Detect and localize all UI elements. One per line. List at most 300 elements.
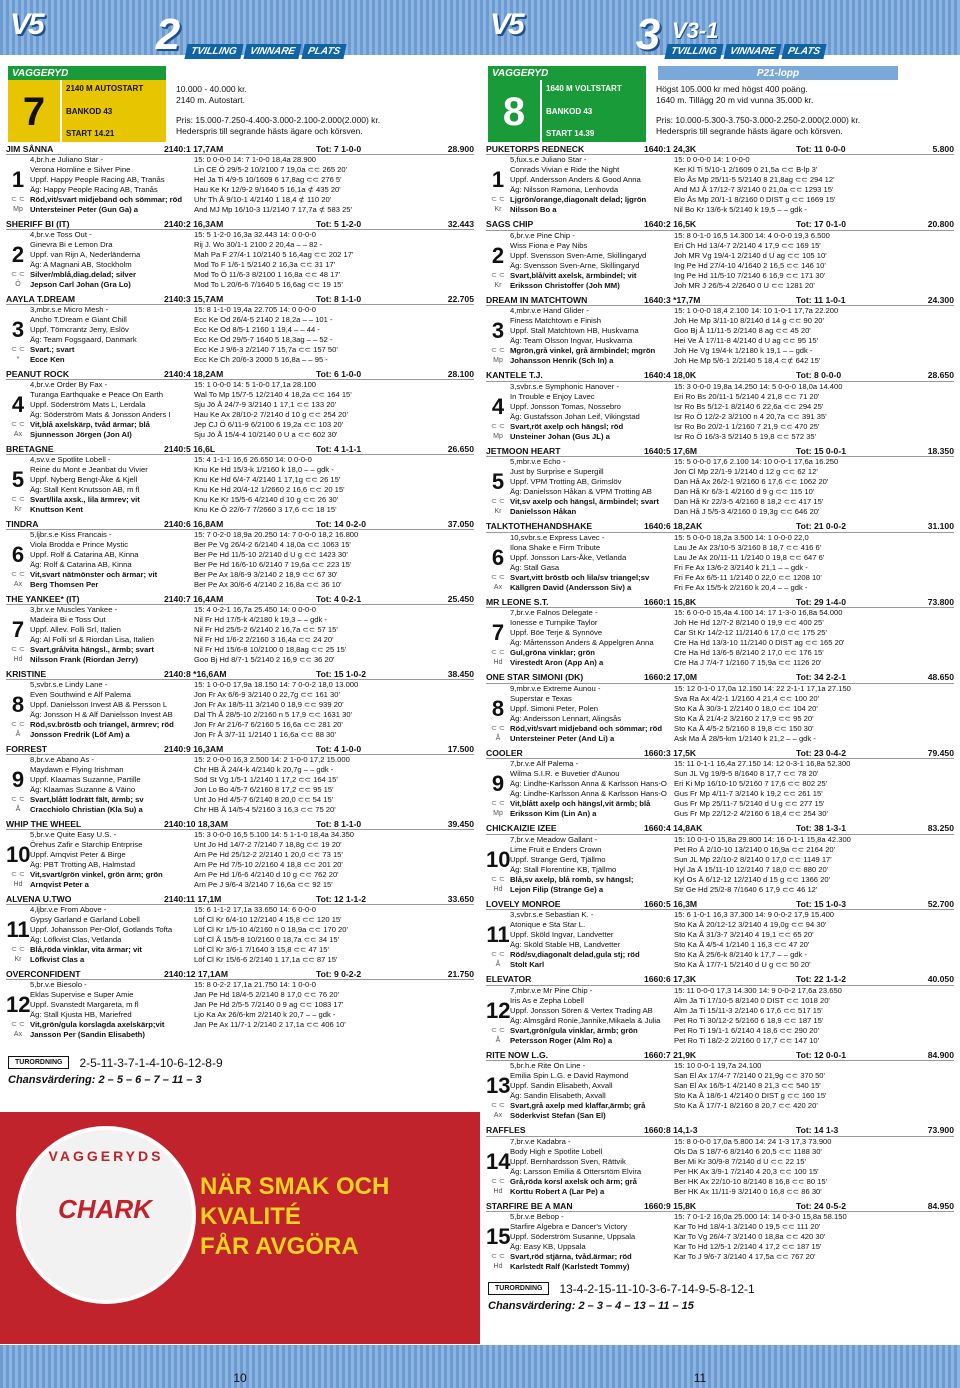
start-line: Ecc Ke Od 26/4-5 2140 2 18,2a – – 101 - — [194, 315, 333, 324]
start-line: Dan Hå Ax 26/2-1 9/2160 6 17,6 ⊂⊂ 1062 20' — [674, 477, 829, 486]
horse-entry — [486, 1126, 954, 1202]
horse-info-line: Eriksson Kim (Lin An) a — [510, 809, 597, 818]
shoe-icon: ⊂ ⊂ — [491, 875, 505, 883]
horse-info-line: Jonsson Fredrik (Löf Am) a — [30, 730, 130, 739]
horse-info — [30, 305, 194, 365]
horse-total: Tot: 8 0-0-0 — [796, 370, 842, 381]
race-bankod: BANKOD 43 — [66, 106, 113, 116]
horse-info-line: Uppf. Törncrantz Jerry, Eslöv — [30, 325, 129, 334]
start-line: Löf Cl Å 15/5-8 10/2160 0 18,7a ⊂⊂ 34 15' — [194, 935, 340, 944]
horse-prize: 28.650 — [927, 370, 954, 381]
bet-type-tags — [186, 44, 345, 59]
ad-slogan-line: FÅR AVGÖRA — [200, 1233, 359, 1260]
horse-prize: 25.450 — [447, 594, 474, 604]
start-line: 15: 8 0-0-0 17,0a 5.800 14: 24 1-3 17,3 73.900 — [674, 1136, 832, 1146]
horse-info-line: Uppf. Sandin Elisabeth, Axvall — [510, 1081, 613, 1090]
start-line: Sto Ka Å 25/6-k 8/2140 k 17,7 – – gdk - — [674, 950, 807, 959]
home-track: Ö — [15, 281, 21, 288]
shoe-icon: ⊂ ⊂ — [11, 196, 25, 203]
horse-total: Tot: 15 1-0-3 — [796, 899, 846, 909]
start-line: Ecc Ke Od 29/5-7 1640 5 18,3ag – – 52 - — [194, 335, 333, 344]
horse-header — [6, 219, 474, 230]
start-line: Joh He Mp 3/11-10 8/2140 d 14 g ⊂⊂ 90 20' — [674, 316, 824, 325]
horse-record: 2140:3 15,7AM — [164, 294, 224, 304]
horse-info-line: Äg: Stall Kent Knutsson AB, m fl — [30, 485, 140, 494]
horse-total: Tot: 7 1-0-0 — [316, 144, 362, 154]
horse-info-line: Starfire Algebra e Dancer's Victory — [510, 1222, 628, 1231]
start-line: 15: 11 0-1-1 16,4a 27.150 14: 12 0-3-1 16,8a 52.300 — [674, 759, 851, 768]
home-track: Hd — [13, 656, 23, 663]
horse-info-line: Nilsson Frank (Riordan Jerry) — [30, 655, 139, 664]
start-line: Knu Ke Ö 22/6-7 7/2660 3 17,6 ⊂⊂ 18 15' — [194, 505, 337, 514]
horse-info-line: Svart,röt axelp och hängsl; röd — [510, 421, 624, 431]
horse-info — [30, 380, 194, 440]
horse-name: RITE NOW L.G. — [486, 1050, 549, 1060]
start-line: And MJ Mp 16/10-3 11/2140 7 17,7a ⊄ 583 25' — [194, 205, 352, 214]
horse-info-line: Iris As e Zepha Lobell — [510, 995, 584, 1005]
start-line: Joh He Hd 12/7-2 8/2140 0 19,9 ⊂⊂ 400 25' — [674, 618, 824, 627]
horse-entry — [6, 444, 474, 519]
horse-record: 2140:2 16,3AM — [164, 219, 224, 229]
horse-info — [510, 684, 674, 744]
horse-info-line: 5,fux.s.e Juliano Star - — [510, 155, 587, 164]
horse-info-line: 4,sv.v.e Spotlite Lobell - — [30, 455, 111, 464]
horse-prize: 20.800 — [927, 219, 954, 230]
horse-record: 2140:1 17,7AM — [164, 144, 224, 154]
horse-info-line: Äg: Danielsson Håkan & VPM Trotting AB — [510, 487, 652, 496]
horse-info-line: Vit,grön/gula korslagda axelskärp;vit — [30, 1020, 165, 1029]
start-line: Cre Ha J 7/4-7 1/2160 7 15,9a ⊂⊂ 1126 20' — [674, 658, 822, 667]
start-line: Löf Cl Kr 15/6-6 2/2140 1 17,1a ⊂⊂ 87 15' — [194, 955, 338, 964]
horse-info-line: 4,br.h.e Juliano Star - — [30, 155, 104, 164]
horse-info-line: 3,br.v.e Muscles Yankee - — [30, 605, 118, 614]
home-track: Hd — [13, 881, 23, 888]
horse-total: Tot: 34 2-2-1 — [796, 672, 846, 683]
horse-info-line: Jansson Per (Sandin Elisabeth) — [30, 1030, 145, 1039]
horse-total: Tot: 24 0-5-2 — [796, 1201, 846, 1211]
start-line: 15: 10 0-0-1 19,7a 24.100 — [674, 1061, 762, 1070]
shoe-icon: ⊂ ⊂ — [11, 871, 25, 878]
horse-total: Tot: 14 0-2-0 — [316, 519, 366, 529]
horse-header — [486, 220, 954, 231]
horse-info-line: 8,br.v.e Abano As - — [30, 755, 94, 764]
horse-record: 1640:6 18,2AK — [644, 521, 703, 532]
post-number: 1 — [491, 167, 505, 192]
horse-header — [6, 444, 474, 455]
horse-record: 2140:8 *16,6AM — [164, 669, 227, 679]
horse-prize: 32.443 — [447, 219, 474, 229]
horse-info-line: Äg: Almsgård Ronie,Jannike,Mikaela & Julia — [510, 1015, 661, 1025]
recent-starts — [674, 835, 954, 895]
start-line: Pet Ro Ti 19/1-1 6/2140 4 18,6 ⊂⊂ 290 20' — [674, 1025, 820, 1035]
start-line: Gus Fr Mp 25/11-7 5/2140 d U g ⊂⊂ 277 15' — [674, 799, 825, 808]
horse-entry — [6, 819, 474, 894]
start-line: Kyl Os Ä 6/12-12 12/2140 d 15 g ⊂⊂ 1366 20' — [674, 874, 831, 884]
start-line: Wal To Mp 15/7-5 12/2140 4 18,2a ⊂⊂ 164 15' — [194, 390, 352, 399]
start-line: Mod To L 20/6-6 7/1640 5 16,6ag ⊂⊂ 19 15' — [194, 280, 343, 289]
horse-info-line: Uppf. Klaamas Suzanne, Partille — [30, 775, 141, 784]
horse-name: KRISTINE — [6, 669, 47, 679]
horse-entry — [6, 219, 474, 294]
horse-name: ALVENA U.TWO — [6, 894, 72, 904]
start-line: Pet Ro Ä 2/10-10 13/2140 0 16,9a ⊂⊂ 2164 20' — [674, 844, 836, 854]
horse-info — [510, 1212, 674, 1272]
horse-info-line: 5,br.v.e Quite Easy U.S. - — [30, 830, 117, 839]
horse-prize: 39.450 — [447, 819, 474, 829]
horse-entry — [486, 295, 954, 371]
horse-record: 1660:1 15,8K — [644, 597, 697, 607]
horse-info-line: Korttu Robert A (Lar Pe) a — [510, 1186, 605, 1196]
horse-entry — [6, 744, 474, 819]
home-track: Ax — [13, 1031, 23, 1038]
start-line: Sju Jö Å 24/7-9 3/2140 1 17,1 ⊂⊂ 133 20' — [194, 400, 337, 409]
recent-starts — [674, 1137, 954, 1197]
horse-total: Tot: 15 1-0-2 — [316, 669, 366, 679]
start-line: 15: 8 0-2-2 17,1a 21.750 14: 1 0-0-0 — [194, 980, 317, 989]
horse-info-line: Uppf. Bernhardsson Sven, Rättvik — [510, 1156, 626, 1166]
horse-record: 2140:4 18,2AM — [164, 369, 224, 379]
start-line: Fri Fe Ax 6/5-11 1/2140 0 22,0 ⊂⊂ 1208 10' — [674, 572, 822, 582]
home-track: Å — [495, 961, 501, 968]
start-line: Mah Pa F 27/4-1 10/2140 5 16,4ag ⊂⊂ 202 17' — [194, 250, 354, 259]
horse-name: ONE STAR SIMONI (DK) — [486, 672, 584, 683]
start-line: Goo Bj Å 11/11-5 2/2140 8 ag ⊂⊂ 45 20' — [674, 326, 811, 335]
horse-info-line: Uppf. Sköld Ingvar, Landvetter — [510, 930, 614, 939]
shoe-icon: ⊂ ⊂ — [491, 1026, 505, 1034]
start-line: Sva Ra Ax 4/2-1 1/2160 4 21,4 ⊂⊂ 100 20' — [674, 693, 820, 703]
shoe-icon: ⊂ ⊂ — [491, 573, 505, 581]
post-number: 13 — [486, 1073, 511, 1098]
shoe-icon: ⊂ ⊂ — [491, 1177, 505, 1185]
horse-header — [6, 819, 474, 830]
horse-info-line: 7,br.v.e Falnos Delegate - — [510, 608, 598, 617]
home-track: Ax — [493, 1112, 503, 1119]
tag-plats: PLATS — [301, 44, 346, 59]
horse-info-line: Äg: Söderström Mats & Jonsson Anders I — [30, 410, 171, 419]
horse-info-line: Svart,grön/gula vinklar, ärmb; grön — [510, 1025, 638, 1035]
horse-name: SHERIFF BI (IT) — [6, 219, 70, 229]
horse-total: Tot: 9 0-2-2 — [316, 969, 362, 979]
horse-info-line: In Trouble e Enjoy Lavec — [510, 391, 595, 401]
shoe-icon: ⊂ ⊂ — [11, 496, 25, 503]
horse-info-line: Eklas Supervise e Super Amie — [30, 990, 134, 999]
start-line: Arn Pe Hd 25/12-2 2/2140 1 20,0 ⊂⊂ 73 15' — [194, 850, 343, 859]
horse-info-line: Vit,sv axelp och hängsl, ärmbindel; svart — [510, 497, 659, 506]
start-line: Ber Pe Vg 26/4-2 6/2140 4 18,0a ⊂⊂ 1063 15' — [194, 540, 351, 549]
horse-info — [510, 231, 674, 291]
horse-header — [6, 594, 474, 605]
start-line: 15: 7 0-1-2 16,0a 25.000 14: 14 0-3-0 15,8a 58.150 — [674, 1212, 847, 1221]
horse-info-line: Äg: Lindhe-Karlsson Anna & Karlsson Hans-O — [510, 789, 667, 798]
run-order-sequence: 2-5-11-3-7-1-4-10-6-12-8-9 — [79, 1055, 223, 1070]
badge-ring-text: VAGGERYDS — [48, 1148, 164, 1164]
start-line: Cre Ha Hd 13/3-10 11/2140 0 DIST ag ⊂⊂ 165 20' — [674, 638, 845, 647]
horse-record: 1640:3 *17,7M — [644, 295, 701, 305]
post-number: 5 — [491, 469, 505, 494]
race-start-time: START 14.21 — [66, 129, 115, 138]
horse-record: 1660:5 16,3M — [644, 899, 698, 909]
horse-info-line: Nilsson Bo a — [510, 205, 557, 214]
horse-info-line: Eriksson Christoffer (Joh MM) — [510, 280, 620, 290]
horse-info-line: Vit,svart/grön vinkel, grön ärm; grön — [30, 870, 163, 879]
horse-name: PUKETORPS REDNECK — [486, 144, 585, 154]
start-line: Sto Ka Å 17/7-1 5/2140 d U g ⊂⊂ 50 20' — [674, 960, 811, 969]
horse-info-line: Äg: Team Fogsgaard, Danmark — [30, 335, 137, 344]
recent-starts — [674, 382, 954, 442]
horse-info-line: Äg: Klaamas Suzanne & Väino — [30, 785, 136, 794]
horse-total: Tot: 23 0-4-2 — [796, 748, 846, 758]
footer-stripe — [480, 1345, 960, 1388]
start-line: 15: 11 0-0-0 17,3 14.300 14: 9 0-0-2 17,6a 23.650 — [674, 985, 842, 995]
post-number: 14 — [486, 1148, 511, 1174]
horse-header — [486, 371, 954, 382]
start-line: 15: 7 0-2-0 18,9a 20.250 14: 7 0-0-0 18,2 16.800 — [194, 530, 359, 539]
start-line: Per HK Ax 3/9-1 7/2140 4 20,3 ⊂⊂ 100 15' — [674, 1166, 819, 1176]
horse-info-line: Äg: Al Folli srl & Riordan Lisa, Italien — [30, 635, 154, 644]
start-line: Kar To Hd 12/5-1 2/2140 4 17,2 ⊂⊂ 187 15' — [674, 1242, 822, 1251]
horse-name: THE YANKEE* (IT) — [6, 594, 80, 604]
horse-info-line: Äg: Stall Florentine KB, Tjällmo — [510, 864, 617, 874]
start-line: Gus Fr Mp 22/12-2 4/2160 6 18,4 ⊂⊂ 254 30' — [674, 809, 828, 818]
horse-info-line: Gypsy Garland e Garland Lobell — [30, 915, 140, 924]
post-number: 4 — [11, 392, 25, 417]
shoe-icon: ⊂ ⊂ — [491, 649, 505, 656]
home-track: Hd — [493, 885, 503, 893]
horse-info — [30, 680, 194, 740]
horse-info-line: Uppf. Rolf & Catarina AB, Kinna — [30, 550, 139, 559]
horse-info-line: Uppf. Nyberg Bengt-Åke & Kjell — [30, 475, 138, 484]
horse-info-line: Svart.; svart — [30, 345, 75, 354]
horse-name: BRETAGNE — [6, 444, 54, 454]
start-line: Knu Ke Kr 15/5-6 4/2140 d 10 g ⊂⊂ 26 30' — [194, 495, 339, 504]
horse-info-line: Uppf. Allev. Folli Srl, Italien — [30, 625, 121, 634]
home-track: Ax — [13, 431, 23, 438]
horse-prize: 38.450 — [447, 669, 474, 679]
start-line: Dal Th Å 28/5-10 2/2160 n 5 17,9 ⊂⊂ 1631 30' — [194, 710, 353, 719]
tag-plats: PLATS — [781, 44, 826, 59]
race-start-time: START 14.39 — [546, 129, 595, 138]
recent-starts — [674, 986, 954, 1046]
chance-sequence: 2 – 3 – 4 – 13 – 11 – 15 — [578, 1300, 694, 1312]
horse-header — [6, 894, 474, 905]
start-line: Chr HB Å 14/5-4 5/2160 3 16,3 ⊂⊂ 75 20' — [194, 805, 336, 814]
shoe-icon: ⊂ ⊂ — [11, 421, 25, 428]
post-number: 11 — [486, 922, 510, 947]
horse-header — [486, 597, 954, 608]
horse-header — [486, 899, 954, 910]
recent-starts — [194, 980, 474, 1040]
horse-name: KANTELE T.J. — [486, 370, 543, 381]
start-line: Dan Hå Kr 22/3-5 4/2160 8 18,2 ⊂⊂ 417 15' — [674, 497, 824, 506]
post-number: 9 — [491, 771, 505, 796]
horse-info-line: 3,mbr.s.e Micro Mesh - — [30, 305, 109, 314]
horse-prize: 28.900 — [447, 144, 474, 154]
start-line: Löf Cl Kr 6/4-10 12/2140 4 15,8 ⊂⊂ 120 15' — [194, 915, 342, 924]
horse-prize: 21.750 — [447, 969, 474, 979]
horse-info — [30, 530, 194, 590]
start-line: Hau Ke Ax 28/10-2 7/2140 d 10 g ⊂⊂ 254 20' — [194, 410, 348, 419]
horse-info-line: Söderkvist Stefan (San El) — [510, 1111, 606, 1120]
horse-prize: 73.900 — [927, 1125, 954, 1136]
start-line: Alm Ja Ti 17/10-5 8/2140 0 DIST ⊂⊂ 1018 20' — [674, 995, 830, 1005]
race-cond-line — [176, 106, 476, 115]
recent-starts — [194, 905, 474, 965]
horse-info-line: Uppf. VPM Trotting AB, Grimslöv — [510, 477, 622, 486]
horse-info-line: Just by Surprise e Supergill — [510, 467, 604, 476]
horse-info-line: Viola Brodda e Prince Mystic — [30, 540, 129, 549]
horse-info-line: Äg: Happy People Racing AB, Tranås — [30, 185, 158, 194]
horse-info-line: Uppf. Svensson Sven-Arne, Skillingaryd — [510, 250, 647, 260]
horse-info-line: Untersteiner Peter (Gun Ga) a — [30, 205, 139, 214]
horse-total: Tot: 15 0-0-1 — [796, 446, 846, 456]
horse-info-line: Äg: Easy KB, Uppsala — [510, 1242, 586, 1251]
horse-info-line: Vit,blå axelskärp, tvåd ärmar; blå — [30, 420, 150, 429]
horse-record: 1660:3 17,5K — [644, 748, 697, 758]
start-line: Eri Ch Hd 13/4-7 2/2140 4 17,9 ⊂⊂ 169 15' — [674, 240, 821, 250]
horse-total: Tot: 29 1-4-0 — [796, 597, 846, 607]
run-order-label: TURORDNING — [488, 1282, 549, 1295]
horse-info-line: Uppf. Danielsson Invest AB & Persson L — [30, 700, 168, 709]
start-line: Jon Fr Ax 6/6-9 3/2140 0 22,7g ⊂⊂ 161 30' — [194, 690, 340, 699]
horse-header — [6, 294, 474, 305]
post-number: 12 — [486, 997, 511, 1023]
start-line: 15: 0 0-0-0 14: 1 0-0-0 — [674, 155, 750, 164]
home-track: Mp — [13, 206, 23, 213]
race-info-box — [542, 80, 646, 142]
post-number: 8 — [11, 692, 25, 717]
tag-tvilling: TVILLING — [184, 44, 243, 59]
horse-info-line: Uppf. Simoni Peter, Polen — [510, 703, 599, 713]
horse-entry — [486, 975, 954, 1051]
horse-info-line: Reine du Mont e Jeanbat du Vivier — [30, 465, 148, 474]
start-line: Isr Ro Ö 16/3-3 5/2140 5 19,8 ⊂⊂ 572 35' — [674, 431, 817, 441]
horse-info-line: Uppf. van Rijn A, Nederländerna — [30, 250, 141, 259]
horse-total: Tot: 4 1-0-0 — [316, 744, 362, 754]
horse-info-line: Body High e Spotlite Lobell — [510, 1146, 603, 1156]
horse-info-line: Uppf. Strange Gerd, Tjällmo — [510, 854, 606, 864]
horse-prize: 33.650 — [447, 894, 474, 904]
horse-name: WHIP THE WHEEL — [6, 819, 82, 829]
horse-record: 2140:6 16,8AM — [164, 519, 224, 529]
shoe-icon: ⊂ ⊂ — [491, 1102, 505, 1109]
horse-prize: 48.650 — [927, 672, 954, 683]
horse-prize: 31.100 — [927, 521, 954, 532]
horse-info-line: Äg: Gustafsson Johan Leif, Vikingstad — [510, 411, 640, 421]
horse-info-line: Uppf. Jonsson Tomas, Nossebro — [510, 401, 621, 411]
horse-prize: 84.900 — [927, 1050, 954, 1060]
horse-record: 1640:5 17,6M — [644, 446, 698, 456]
horse-name: ELEVATOR — [486, 974, 532, 985]
vaggeryds-chark-ad — [0, 1112, 480, 1344]
horse-info — [510, 155, 674, 215]
horse-info-line: 5,svbr.s.e Lindy Lane - — [30, 680, 108, 689]
shoe-icon: ⊂ ⊂ — [11, 571, 25, 578]
shoe-icon: ⊂ ⊂ — [11, 346, 25, 353]
horse-info-line: Ginevra Bi e Lemon Dra — [30, 240, 113, 249]
horse-info — [30, 980, 194, 1040]
ad-slogan-line: NÄR SMAK OCH KVALITÉ — [200, 1173, 390, 1230]
horse-info-line: Äg: Stall Kjusta HB, Mariefred — [30, 1010, 132, 1019]
horse-total: Tot: 12 1-1-2 — [316, 894, 366, 904]
horse-header — [486, 824, 954, 835]
bet-type-tags — [666, 44, 825, 59]
horse-total: Tot: 8 1-1-0 — [316, 819, 362, 829]
tag-tvilling: TVILLING — [664, 44, 723, 59]
horse-info-line: Danielsson Håkan — [510, 507, 577, 516]
horse-name: JIM SÅNNA — [6, 144, 54, 154]
horse-info — [510, 608, 674, 668]
horse-info-line: Äg: Sandin Elisabeth, Axvall — [510, 1091, 606, 1100]
start-line: 15: 1 0-0-0 17,9a 18.150 14: 7 0-0-2 18,0 13.000 — [194, 680, 359, 689]
home-track: Kr — [14, 506, 22, 513]
horse-info-line: Äg: Svensson Sven-Arne, Skillingaryd — [510, 260, 640, 270]
home-track: Hd — [493, 1187, 503, 1195]
start-line: Ecc Ke J 9/6-3 2/2140 7 15,7a ⊂⊂ 157 50' — [194, 345, 338, 354]
v5-logo: V5 — [490, 8, 523, 41]
horse-info-line: Äg: Mårtensson Anders & Appelgren Anna — [510, 638, 654, 647]
shoe-icon: ⊂ ⊂ — [491, 724, 505, 732]
start-line: Sto Ka Å 30/3-1 2/2140 0 18,0 ⊂⊂ 104 20' — [674, 703, 818, 713]
start-line: 15: 0 0-0-0 14: 7 1-0-0 18,4a 28.900 — [194, 155, 317, 164]
horse-info-line: Unsteiner Johan (Gus JL) a — [510, 431, 610, 441]
home-track: Å — [495, 734, 501, 742]
start-line: Ber Pe Hd 16/6-10 6/2140 7 19,6a ⊂⊂ 223 15' — [194, 560, 352, 569]
start-line: Nil Fr Hd 17/5-k 4/2180 k 19,3 – – gdk - — [194, 615, 327, 624]
horse-info-line: Svart,vitt bröstb och lila/sv triangel;sv — [510, 572, 650, 582]
recent-starts — [674, 306, 954, 366]
recent-starts — [674, 684, 954, 744]
home-track: Å — [495, 1036, 501, 1044]
start-line: Isr Ro Bo 20/2-1 1/2160 7 21,9 ⊂⊂ 470 25' — [674, 421, 820, 431]
horse-header — [486, 1126, 954, 1137]
horse-info — [30, 830, 194, 890]
horse-total: Tot: 38 1-3-1 — [796, 823, 846, 834]
horse-info-line: Silver/mblå,diag.delad; silver — [30, 270, 136, 279]
start-line: Goo Bj Hd 8/7-1 5/2140 2 16,9 ⊂⊂ 36 20' — [194, 655, 335, 664]
shoe-icon: ⊂ ⊂ — [11, 646, 25, 653]
horse-prize: 52.700 — [927, 899, 954, 909]
start-line: Elo Ås Mp 20/1-1 8/2160 0 DIST g ⊂⊂ 1669 15' — [674, 195, 836, 204]
horse-header — [6, 144, 474, 155]
horse-record: 1660:9 15,8K — [644, 1201, 697, 1211]
home-track: Å — [15, 731, 21, 738]
horse-info — [510, 382, 674, 442]
shoe-icon: ⊂ ⊂ — [11, 1021, 25, 1028]
horse-info-line: Blå,röda vinklar, vita ärmar; vit — [30, 945, 142, 954]
start-line: Jan Pe Hd 18/4-5 2/2140 8 17,0 ⊂⊂ 76 20' — [194, 990, 340, 999]
horse-info-line: Uppf. Happy People Racing AB, Tranås — [30, 175, 165, 184]
horse-entry — [6, 969, 474, 1044]
home-track: Ax — [13, 581, 23, 588]
horse-header — [486, 144, 954, 155]
horse-info-line: Finess Matchtown e Finish — [510, 316, 602, 325]
start-line: Knu Ke Hd 20/4-12 1/2660 2 16,6 ⊂⊂ 20 15' — [194, 485, 345, 494]
post-number: 7 — [491, 620, 505, 645]
horse-total: Tot: 21 0-0-2 — [796, 521, 846, 532]
start-line: Knu Ke Hd 6/4-7 4/2140 1 17,1g ⊂⊂ 26 15' — [194, 475, 341, 484]
horse-record: 1660:8 14,1-3 — [644, 1125, 698, 1136]
start-line: And MJ Å 17/12-7 3/2140 0 21,0a ⊂⊂ 1293 15' — [674, 185, 834, 194]
horse-total: Tot: 22 1-1-2 — [796, 974, 846, 985]
horse-record: 1660:7 21,9K — [644, 1050, 697, 1060]
shoe-icon: ⊂ ⊂ — [11, 946, 25, 953]
start-line: 15: 5 1-2-0 16,3a 32.443 14: 0 0-0-0 — [194, 230, 317, 239]
race-cond-line: Pris: 15.000-7.250-4.400-3.000-2.100-2.000(2.000) kr. — [176, 115, 381, 125]
horse-info-line: 3,svbr.s.e Sebastian K. - — [510, 910, 594, 919]
horse-info-line: Svart,blå/vitt axelsk, ärmbindel; vit — [510, 270, 637, 280]
start-line: 15: 3 0-0-0 19,8a 14.250 14: 5 0-0-0 18,0a 14.400 — [674, 381, 843, 391]
start-line: 15: 6 1-0-1 16,3 37.300 14: 9 0-0-2 17,9 15.400 — [674, 910, 835, 919]
